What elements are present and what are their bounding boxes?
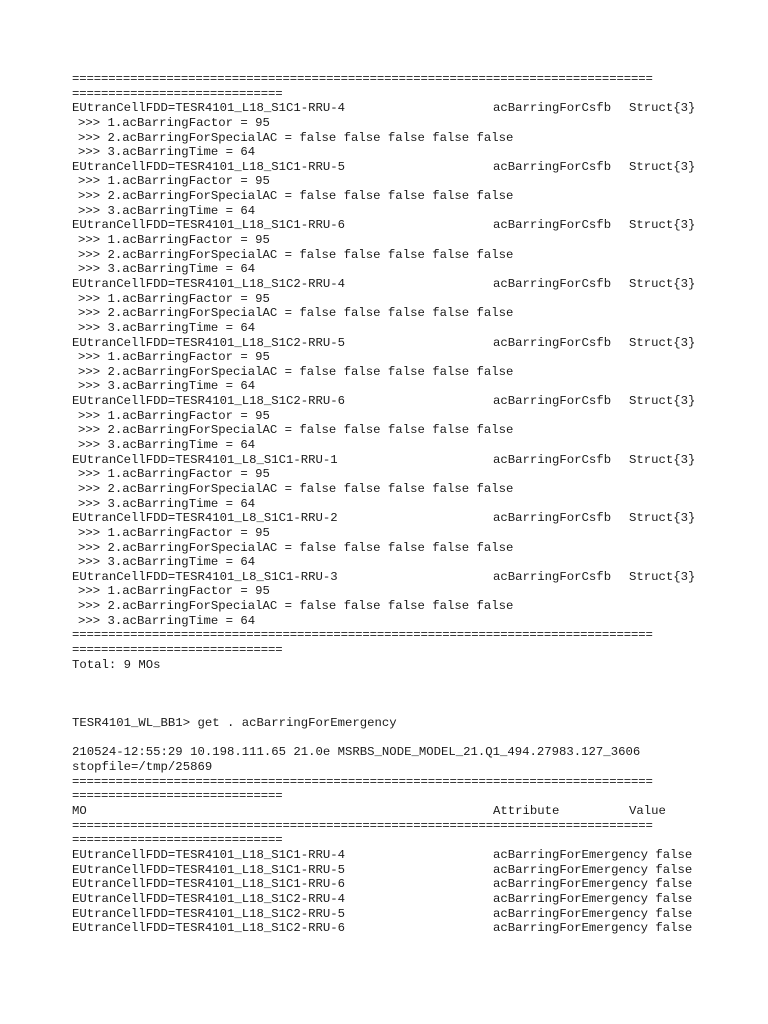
mo-attribute: acBarringForCsfb [493, 101, 612, 116]
mo-name: EUtranCellFDD=TESR4101_L18_S1C2-RRU-4 [72, 891, 346, 906]
separator-header-long: ================================================================================ [72, 774, 653, 789]
mo-name: EUtranCellFDD=TESR4101_L18_S1C1-RRU-4 [72, 101, 346, 116]
separator-end-short: ============================= [72, 642, 283, 657]
struct-member-line: >>> 3.acBarringTime = 64 [78, 613, 256, 628]
mo-value: Struct{3} [629, 276, 696, 291]
mo-name: EUtranCellFDD=TESR4101_L18_S1C2-RRU-6 [72, 394, 346, 409]
struct-member-line: >>> 1.acBarringFactor = 95 [78, 525, 270, 540]
mo-name: EUtranCellFDD=TESR4101_L8_S1C1-RRU-3 [72, 569, 338, 584]
struct-member-line: >>> 2.acBarringForSpecialAC = false false false false false [78, 423, 514, 438]
separator-top-long: ================================================================================ [72, 72, 653, 86]
mo-attribute: acBarringForCsfb [493, 511, 612, 526]
table-row [72, 848, 712, 863]
table-row [72, 877, 712, 892]
struct-member-line: >>> 2.acBarringForSpecialAC = false false false false false [78, 540, 514, 555]
mo-attribute: acBarringForCsfb [493, 335, 612, 350]
header-attribute: Attribute [493, 804, 560, 819]
mo-attribute: acBarringForEmergency [493, 921, 648, 936]
struct-member-line: >>> 3.acBarringTime = 64 [78, 555, 256, 570]
struct-member-line: >>> 2.acBarringForSpecialAC = false false false false false [78, 247, 514, 262]
mo-value: Struct{3} [629, 452, 696, 467]
header-value: Value [629, 804, 666, 819]
mo-name: EUtranCellFDD=TESR4101_L18_S1C2-RRU-6 [72, 921, 346, 936]
table-row [72, 277, 712, 292]
total-mos: Total: 9 MOs [72, 657, 161, 672]
mo-name: EUtranCellFDD=TESR4101_L8_S1C1-RRU-1 [72, 452, 338, 467]
struct-member-line: >>> 1.acBarringFactor = 95 [78, 584, 270, 599]
header-mo: MO [72, 804, 87, 819]
struct-member-line: >>> 1.acBarringFactor = 95 [78, 174, 270, 189]
table-row [72, 160, 712, 175]
struct-member-line: >>> 3.acBarringTime = 64 [78, 145, 256, 160]
separator-body-short: ============================= [72, 833, 283, 848]
mo-name: EUtranCellFDD=TESR4101_L18_S1C1-RRU-6 [72, 218, 346, 233]
mo-value: Struct{3} [629, 159, 696, 174]
struct-member-line: >>> 2.acBarringForSpecialAC = false false false false false [78, 599, 514, 614]
table-row [72, 101, 712, 116]
mo-attribute: acBarringForCsfb [493, 276, 612, 291]
struct-member-line: >>> 2.acBarringForSpecialAC = false false false false false [78, 130, 514, 145]
struct-member-line: >>> 1.acBarringFactor = 95 [78, 408, 270, 423]
node-info-line: 210524-12:55:29 10.198.111.65 21.0e MSRBS_NODE_MODEL_21.Q1_494.27983.127_3606 [72, 745, 641, 760]
struct-member-line: >>> 1.acBarringFactor = 95 [78, 350, 270, 365]
mo-value: false [655, 862, 693, 877]
emergency-results-block [72, 848, 712, 936]
mo-value: Struct{3} [629, 569, 696, 584]
struct-member-line: >>> 3.acBarringTime = 64 [78, 203, 256, 218]
table-row [72, 511, 712, 526]
mo-attribute: acBarringForCsfb [493, 159, 612, 174]
mo-name: EUtranCellFDD=TESR4101_L8_S1C1-RRU-2 [72, 511, 338, 526]
mo-value: false [655, 906, 693, 921]
struct-member-line: >>> 1.acBarringFactor = 95 [78, 291, 270, 306]
terminal-output [72, 72, 712, 936]
struct-member-line: >>> 3.acBarringTime = 64 [78, 438, 256, 453]
table-header [72, 804, 712, 819]
command-prompt-line: TESR4101_WL_BB1> get . acBarringForEmergency [72, 716, 397, 731]
mo-value: Struct{3} [629, 335, 696, 350]
mo-attribute: acBarringForCsfb [493, 569, 612, 584]
struct-member-line: >>> 3.acBarringTime = 64 [78, 379, 256, 394]
table-row [72, 863, 712, 878]
table-row [72, 394, 712, 409]
table-row [72, 921, 712, 936]
struct-member-line: >>> 2.acBarringForSpecialAC = false false false false false [78, 189, 514, 204]
mo-value: false [655, 921, 693, 936]
struct-member-line: >>> 2.acBarringForSpecialAC = false false false false false [78, 364, 514, 379]
mo-attribute: acBarringForCsfb [493, 452, 612, 467]
table-row [72, 336, 712, 351]
separator-header-short: ============================= [72, 789, 283, 804]
struct-member-line: >>> 2.acBarringForSpecialAC = false false false false false [78, 306, 514, 321]
mo-value: Struct{3} [629, 101, 696, 116]
mo-value: Struct{3} [629, 511, 696, 526]
table-row [72, 453, 712, 468]
struct-member-line: >>> 1.acBarringFactor = 95 [78, 233, 270, 248]
struct-member-line: >>> 2.acBarringForSpecialAC = false false false false false [78, 481, 514, 496]
mo-name: EUtranCellFDD=TESR4101_L18_S1C2-RRU-5 [72, 906, 346, 921]
struct-member-line: >>> 1.acBarringFactor = 95 [78, 115, 270, 130]
table-row [72, 570, 712, 585]
csfb-results-block [72, 101, 712, 628]
mo-attribute: acBarringForEmergency [493, 877, 648, 892]
mo-attribute: acBarringForEmergency [493, 906, 648, 921]
struct-member-line: >>> 3.acBarringTime = 64 [78, 262, 256, 277]
table-row [72, 892, 712, 907]
mo-value: false [655, 847, 693, 862]
separator-top-short: ============================= [72, 86, 283, 101]
mo-value: false [655, 891, 693, 906]
mo-value: Struct{3} [629, 394, 696, 409]
separator-body-long: ================================================================================ [72, 818, 653, 833]
mo-name: EUtranCellFDD=TESR4101_L18_S1C1-RRU-5 [72, 862, 346, 877]
mo-attribute: acBarringForCsfb [493, 218, 612, 233]
mo-attribute: acBarringForEmergency [493, 847, 648, 862]
mo-name: EUtranCellFDD=TESR4101_L18_S1C1-RRU-5 [72, 159, 346, 174]
stopfile-line: stopfile=/tmp/25869 [72, 760, 213, 775]
mo-attribute: acBarringForCsfb [493, 394, 612, 409]
mo-name: EUtranCellFDD=TESR4101_L18_S1C2-RRU-5 [72, 335, 346, 350]
mo-value: false [655, 877, 693, 892]
mo-attribute: acBarringForEmergency [493, 891, 648, 906]
struct-member-line: >>> 3.acBarringTime = 64 [78, 496, 256, 511]
mo-name: EUtranCellFDD=TESR4101_L18_S1C1-RRU-6 [72, 877, 346, 892]
struct-member-line: >>> 1.acBarringFactor = 95 [78, 467, 270, 482]
mo-name: EUtranCellFDD=TESR4101_L18_S1C1-RRU-4 [72, 847, 346, 862]
table-row [72, 907, 712, 922]
struct-member-line: >>> 3.acBarringTime = 64 [78, 320, 256, 335]
separator-end-long: ================================================================================ [72, 628, 653, 643]
mo-attribute: acBarringForEmergency [493, 862, 648, 877]
table-row [72, 218, 712, 233]
mo-name: EUtranCellFDD=TESR4101_L18_S1C2-RRU-4 [72, 276, 346, 291]
mo-value: Struct{3} [629, 218, 696, 233]
